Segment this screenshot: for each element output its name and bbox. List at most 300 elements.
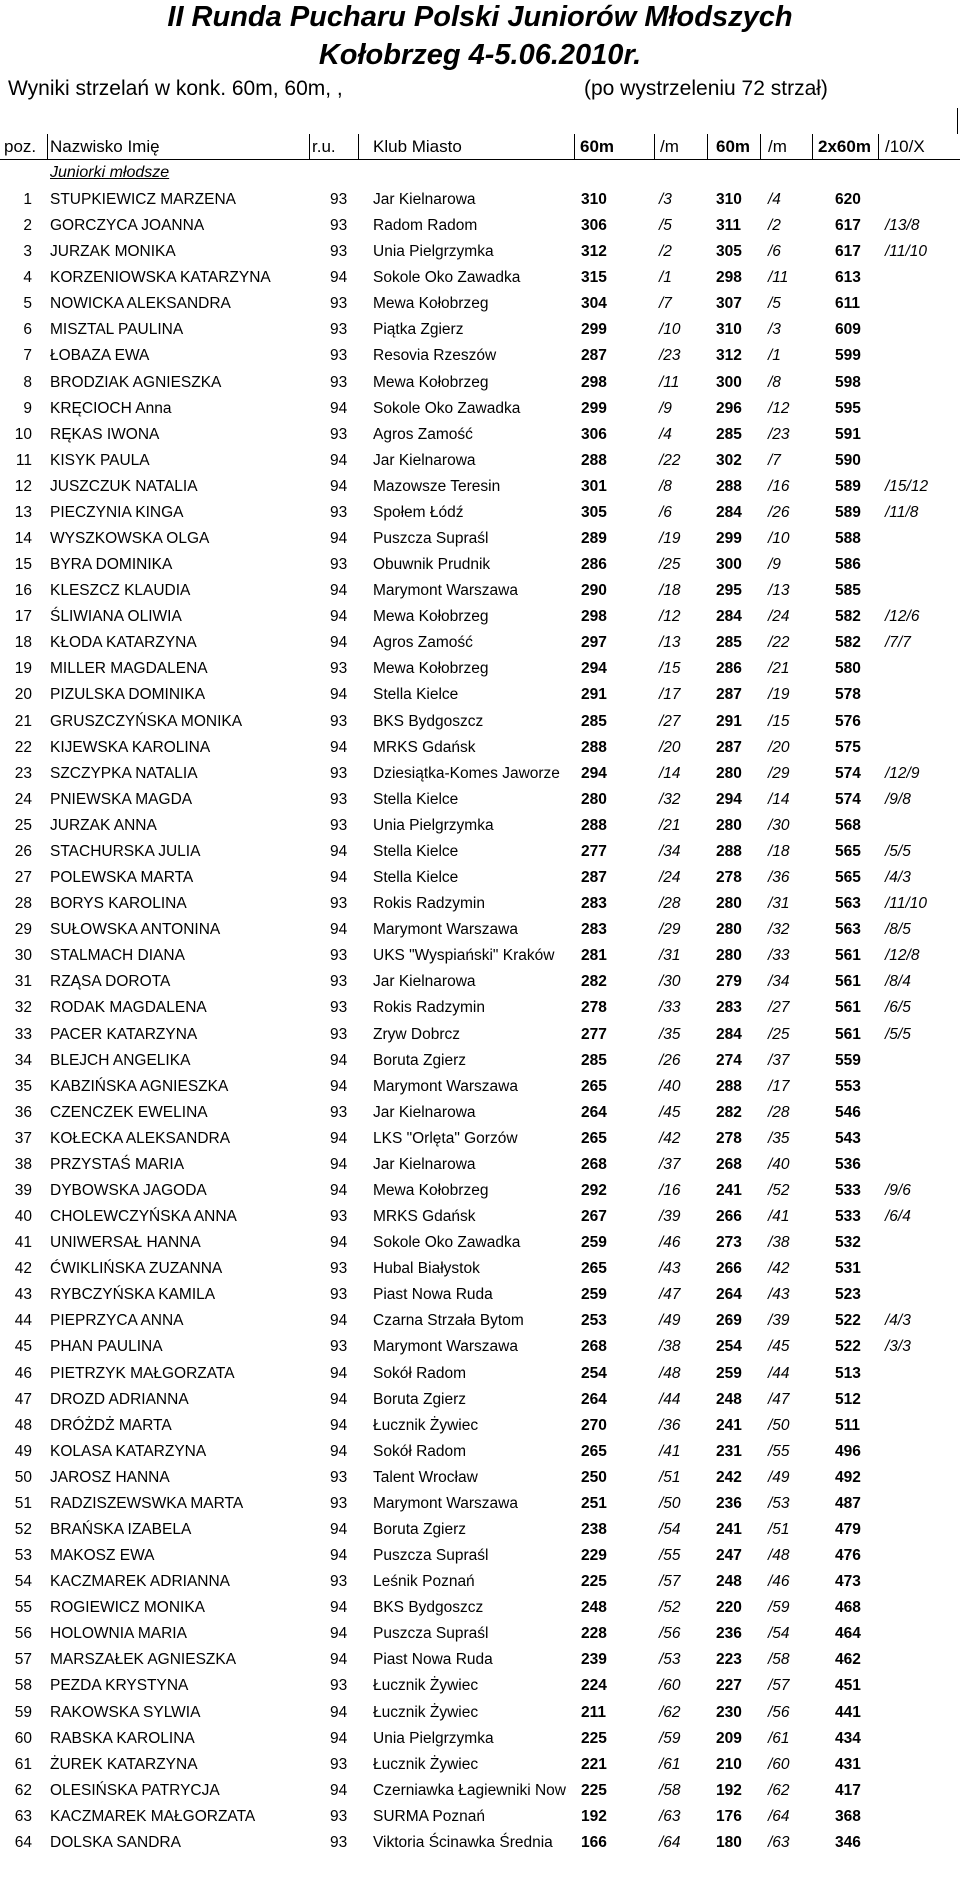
cell-rank-1: /19 [659,530,681,548]
cell-poz: 30 [14,947,32,965]
cell-name: BRAŃSKA IZABELA [50,1520,192,1538]
cell-ru: 93 [330,217,348,235]
cell-poz: 9 [23,399,32,417]
cell-ru: 94 [330,530,348,548]
table-row [0,865,960,891]
cell-score-2: 273 [716,1234,742,1252]
cell-name: KISYK PAULA [50,451,150,469]
cell-ru: 93 [330,425,348,443]
cell-total: 617 [835,243,861,261]
cell-rank-2: /35 [768,1129,790,1147]
cell-rank-1: /64 [659,1833,681,1851]
results-table [0,187,960,1856]
cell-name: BLEJCH ANGELIKA [50,1051,191,1069]
cell-rank-1: /40 [659,1077,681,1095]
cell-club: Łucznik Żywiec [373,1703,479,1721]
cell-score-1: 270 [581,1416,607,1434]
table-row [0,448,960,474]
cell-rank-1: /26 [659,1051,681,1069]
cell-rank-1: /57 [659,1573,681,1591]
cell-ru: 93 [330,660,348,678]
cell-poz: 26 [14,842,32,860]
cell-score-1: 290 [581,582,607,600]
cell-poz: 38 [14,1155,32,1173]
cell-poz: 53 [14,1547,32,1565]
table-row [0,1126,960,1152]
table-row [0,343,960,369]
col-name: Nazwisko Imię [50,137,160,156]
cell-poz: 11 [15,451,32,469]
cell-ru: 93 [330,764,348,782]
cell-rank-1: /32 [659,790,681,808]
cell-poz: 39 [14,1181,32,1199]
cell-poz: 42 [14,1260,32,1278]
cell-rank-2: /13 [768,582,790,600]
cell-total: 582 [835,634,861,652]
cell-ru: 94 [330,842,348,860]
cell-rank-1: /59 [659,1729,681,1747]
table-row [0,1673,960,1699]
cell-club: Talent Wrocław [373,1468,478,1486]
cell-score-2: 254 [716,1338,742,1356]
cell-rank-2: /49 [768,1468,790,1486]
cell-score-1: 299 [581,321,607,339]
cell-rank-1: /4 [659,425,672,443]
cell-ru: 94 [330,1416,348,1434]
table-row [0,709,960,735]
cell-club: SURMA Poznań [373,1807,485,1825]
cell-ru: 94 [330,477,348,495]
cell-club: Obuwnik Prudnik [373,556,491,574]
cell-club: Mazowsze Teresin [373,477,501,495]
cell-score-2: 288 [716,842,742,860]
cell-score-1: 225 [581,1729,607,1747]
cell-poz: 64 [14,1833,32,1851]
cell-poz: 21 [14,712,32,730]
cell-score-2: 209 [716,1729,742,1747]
cell-rank-2: /51 [768,1520,790,1538]
cell-score-1: 306 [581,217,607,235]
cell-ru: 93 [330,1025,348,1043]
col-divider [812,134,813,160]
cell-total: 532 [835,1234,861,1252]
cell-club: Boruta Zgierz [373,1390,467,1408]
cell-total: 546 [835,1103,861,1121]
cell-rank-2: /61 [768,1729,790,1747]
cell-score-2: 294 [716,790,742,808]
cell-club: Sokół Radom [373,1364,467,1382]
cell-ru: 94 [330,1625,348,1643]
cell-rank-1: /50 [659,1494,681,1512]
cell-score-2: 230 [716,1703,742,1721]
cell-total: 479 [835,1520,861,1538]
cell-club: Sokół Radom [373,1442,467,1460]
cell-score-1: 221 [581,1755,607,1773]
cell-poz: 56 [14,1625,32,1643]
cell-rank-1: /9 [659,399,672,417]
cell-name: KLESZCZ KLAUDIA [50,582,191,600]
table-row [0,1595,960,1621]
cell-rank-2: /12 [768,399,790,417]
cell-score-1: 315 [581,269,607,287]
cell-rank-2: /44 [768,1364,790,1382]
cell-rank-2: /1 [768,347,781,365]
cell-score-1: 297 [581,634,607,652]
cell-rank-1: /5 [659,217,672,235]
cell-rank-2: /33 [768,947,790,965]
cell-score-1: 225 [581,1573,607,1591]
cell-name: DYBOWSKA JAGODA [50,1181,207,1199]
cell-ru: 94 [330,451,348,469]
cell-rank-1: /52 [659,1599,681,1617]
cell-name: PIZULSKA DOMINIKA [50,686,206,704]
cell-ru: 94 [330,1234,348,1252]
table-row [0,1282,960,1308]
cell-club: Stella Kielce [373,869,459,887]
cell-rank-2: /56 [768,1703,790,1721]
cell-name: ŻUREK KATARZYNA [50,1755,198,1773]
cell-score-2: 264 [716,1286,742,1304]
cell-score-2: 241 [716,1520,742,1538]
cell-name: BORYS KAROLINA [50,895,187,913]
col-divider [47,134,48,160]
cell-score-1: 301 [581,477,607,495]
cell-name: KACZMAREK MAŁGORZATA [50,1807,256,1825]
cell-total: 586 [835,556,861,574]
table-row [0,1048,960,1074]
cell-total: 553 [835,1077,861,1095]
cell-score-1: 259 [581,1234,607,1252]
table-row [0,1204,960,1230]
cell-score-1: 304 [581,295,607,313]
cell-club: Marymont Warszawa [373,1077,518,1095]
table-row [0,1804,960,1830]
cell-total: 559 [835,1051,861,1069]
cell-rank-2: /11 [768,269,789,287]
cell-score-1: 248 [581,1599,607,1617]
cell-score-2: 299 [716,530,742,548]
cell-score-2: 266 [716,1208,742,1226]
cell-club: Unia Pielgrzymka [373,1729,494,1747]
cell-poz: 54 [14,1573,32,1591]
cell-rank-1: /58 [659,1781,681,1799]
cell-ru: 94 [330,1520,348,1538]
cell-total: 468 [835,1599,861,1617]
table-row [0,787,960,813]
cell-ru: 93 [330,999,348,1017]
cell-score-1: 286 [581,556,607,574]
cell-score-1: 211 [581,1703,607,1721]
cell-club: Stella Kielce [373,842,459,860]
cell-rank-2: /7 [768,451,781,469]
cell-club: Stella Kielce [373,790,459,808]
cell-total: 585 [835,582,861,600]
cell-total: 451 [835,1677,861,1695]
cell-score-2: 288 [716,1077,742,1095]
cell-ru: 94 [330,738,348,756]
page-subtitle: Kołobrzeg 4-5.06.2010r. [318,39,642,71]
cell-club: Mewa Kołobrzeg [373,660,489,678]
cell-name: MISZTAL PAULINA [50,321,184,339]
cell-score-2: 300 [716,556,742,574]
cell-name: ŁOBAZA EWA [50,347,150,365]
cell-rank-1: /8 [659,477,672,495]
cell-rank-2: /62 [768,1781,790,1799]
cell-score-2: 269 [716,1312,742,1330]
cell-rank-1: /63 [659,1807,681,1825]
table-row [0,1647,960,1673]
cell-club: Jar Kielnarowa [373,191,476,208]
cell-poz: 14 [14,530,32,548]
cell-rank-2: /32 [768,921,790,939]
cell-rank-2: /58 [768,1651,790,1669]
cell-ru: 93 [330,1208,348,1226]
cell-tens-x: /13/8 [885,217,920,235]
cell-rank-2: /5 [768,295,781,313]
cell-poz: 48 [14,1416,32,1434]
cell-score-2: 236 [716,1494,742,1512]
cell-poz: 47 [14,1390,32,1408]
cell-score-2: 266 [716,1260,742,1278]
cell-score-1: 265 [581,1129,607,1147]
cell-score-2: 296 [716,399,742,417]
cell-club: UKS "Wyspiański" Kraków [373,947,555,965]
cell-rank-2: /18 [768,842,790,860]
cell-ru: 94 [330,1181,348,1199]
table-row [0,761,960,787]
cell-total: 492 [835,1468,861,1486]
cell-total: 595 [835,399,861,417]
cell-score-1: 283 [581,895,607,913]
cell-rank-1: /46 [659,1234,681,1252]
cell-name: KACZMAREK ADRIANNA [50,1573,231,1591]
cell-poz: 25 [14,816,32,834]
cell-rank-2: /54 [768,1625,790,1643]
cell-total: 613 [835,269,861,287]
table-row [0,291,960,317]
cell-total: 576 [835,712,861,730]
cell-score-2: 298 [716,269,742,287]
cell-poz: 49 [14,1442,32,1460]
cell-score-2: 280 [716,921,742,939]
cell-score-2: 210 [716,1755,742,1773]
cell-name: JURZAK MONIKA [50,243,176,261]
cell-tens-x: /12/8 [885,947,920,965]
cell-ru: 94 [330,399,348,417]
cell-rank-2: /20 [768,738,790,756]
cell-total: 575 [835,738,861,756]
cell-name: JURZAK ANNA [50,816,157,834]
cell-score-2: 248 [716,1573,742,1591]
cell-rank-1: /16 [659,1181,681,1199]
cell-score-1: 282 [581,973,607,991]
cell-ru: 93 [330,973,348,991]
cell-club: Marymont Warszawa [373,1338,518,1356]
col-x: /10/X [885,137,925,156]
cell-total: 368 [835,1807,861,1825]
category-label: Juniorki młodsze [50,164,170,181]
cell-club: Stella Kielce [373,686,459,704]
cell-score-1: 225 [581,1781,607,1799]
cell-ru: 93 [330,347,348,365]
cell-rank-1: /38 [659,1338,681,1356]
cell-poz: 45 [14,1338,32,1356]
cell-club: Łucznik Żywiec [373,1416,479,1434]
cell-score-1: 265 [581,1077,607,1095]
table-row [0,265,960,291]
table-row [0,813,960,839]
table-row [0,396,960,422]
cell-total: 599 [835,347,861,365]
cell-score-2: 278 [716,869,742,887]
table-row [0,1517,960,1543]
cell-score-2: 287 [716,738,742,756]
cell-rank-1: /1 [659,269,672,287]
cell-score-1: 288 [581,451,607,469]
col-divider [707,134,708,160]
cell-ru: 93 [330,816,348,834]
cell-score-2: 291 [716,712,742,730]
cell-score-2: 295 [716,582,742,600]
cell-name: PACER KATARZYNA [50,1025,198,1043]
cell-poz: 24 [14,790,32,808]
cell-total: 346 [835,1833,861,1851]
cell-name: GRUSZCZYŃSKA MONIKA [50,712,243,730]
cell-poz: 27 [14,869,32,887]
cell-tens-x: /15/12 [885,477,929,495]
cell-name: CHOLEWCZYŃSKA ANNA [50,1208,237,1226]
cell-rank-1: /27 [659,712,681,730]
cell-club: Piątka Zgierz [373,321,464,339]
cell-total: 580 [835,660,861,678]
table-row [0,1700,960,1726]
cell-rank-2: /31 [768,895,790,913]
cell-poz: 19 [14,660,32,678]
cell-score-2: 286 [716,660,742,678]
cell-score-1: 229 [581,1547,607,1565]
cell-total: 589 [835,477,861,495]
cell-ru: 93 [330,1573,348,1591]
cell-name: STUPKIEWICZ MARZENA [50,191,237,208]
cell-total: 543 [835,1129,861,1147]
cell-ru: 93 [330,947,348,965]
cell-poz: 34 [14,1051,32,1069]
cell-poz: 2 [23,217,32,235]
cell-score-1: 277 [581,1025,607,1043]
cell-rank-2: /36 [768,869,790,887]
cell-rank-1: /14 [659,764,681,782]
cell-rank-2: /60 [768,1755,790,1773]
table-row [0,213,960,239]
cell-score-1: 254 [581,1364,607,1382]
cell-rank-1: /39 [659,1208,681,1226]
cell-score-2: 176 [716,1807,742,1825]
cell-name: RADZISZEWSWKA MARTA [50,1494,244,1512]
cell-poz: 3 [23,243,32,261]
cell-rank-1: /61 [659,1755,681,1773]
cell-score-1: 192 [581,1807,607,1825]
table-row [0,917,960,943]
col-s2: 60m [716,137,751,156]
table-row [0,943,960,969]
cell-score-2: 282 [716,1103,742,1121]
table-row [0,1465,960,1491]
cell-rank-2: /45 [768,1338,790,1356]
cell-rank-1: /34 [659,842,681,860]
cell-total: 620 [835,191,861,208]
cell-name: BYRA DOMINIKA [50,556,173,574]
cell-poz: 8 [23,373,32,391]
cell-name: RĘKAS IWONA [50,425,160,443]
cell-rank-2: /27 [768,999,790,1017]
cell-club: Marymont Warszawa [373,921,518,939]
cell-rank-1: /51 [659,1468,681,1486]
cell-rank-2: /22 [768,634,790,652]
cell-score-2: 310 [716,321,742,339]
cell-club: Zryw Dobrcz [373,1025,460,1043]
cell-poz: 63 [14,1807,32,1825]
cell-name: SZCZYPKA NATALIA [50,764,198,782]
cell-poz: 55 [14,1599,32,1617]
cell-total: 511 [835,1416,861,1434]
cell-rank-1: /49 [659,1312,681,1330]
cell-score-1: 253 [581,1312,607,1330]
cell-tens-x: /12/9 [885,764,920,782]
cell-total: 512 [835,1390,861,1408]
table-row [0,1439,960,1465]
cell-poz: 59 [14,1703,32,1721]
cell-score-2: 247 [716,1547,742,1565]
cell-name: PIETRZYK MAŁGORZATA [50,1364,235,1382]
cell-ru: 94 [330,1651,348,1669]
cell-total: 476 [835,1547,861,1565]
cell-poz: 43 [14,1286,32,1304]
cell-club: Rokis Radzymin [373,895,485,913]
cell-rank-2: /3 [768,321,781,339]
cell-score-1: 166 [581,1833,607,1851]
table-row [0,969,960,995]
cell-rank-2: /28 [768,1103,790,1121]
cell-ru: 93 [330,1755,348,1773]
cell-score-2: 287 [716,686,742,704]
cell-rank-1: /54 [659,1520,681,1538]
table-row [0,604,960,630]
cell-name: POLEWSKA MARTA [50,869,194,887]
cell-tens-x: /5/5 [885,842,911,860]
cell-rank-1: /31 [659,947,681,965]
table-row [0,1100,960,1126]
cell-tens-x: /7/7 [885,634,911,652]
cell-score-1: 299 [581,399,607,417]
cell-rank-1: /48 [659,1364,681,1382]
cell-ru: 94 [330,1703,348,1721]
table-row [0,474,960,500]
cell-name: BRODZIAK AGNIESZKA [50,373,222,391]
cell-poz: 4 [23,269,32,287]
cell-score-1: 267 [581,1208,607,1226]
cell-tens-x: /6/5 [885,999,911,1017]
cell-tens-x: /9/8 [885,790,911,808]
cell-total: 617 [835,217,861,235]
table-row [0,552,960,578]
cell-ru: 94 [330,1390,348,1408]
cell-total: 565 [835,869,861,887]
cell-total: 496 [835,1442,861,1460]
cell-ru: 94 [330,1442,348,1460]
cell-poz: 16 [14,582,32,600]
table-row [0,1413,960,1439]
cell-ru: 94 [330,1364,348,1382]
